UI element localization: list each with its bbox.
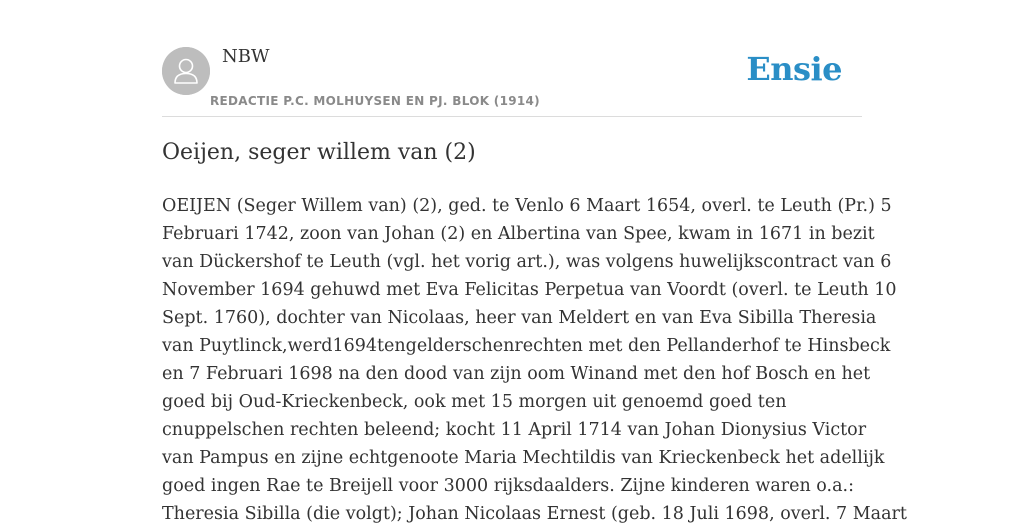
article-line: goed ingen Rae te Breijell voor 3000 rijksdaalders. Zijne kinderen waren o.a.: — [162, 476, 854, 496]
article-line: van Dückershof te Leuth (vgl. het vorig art.), was volgens huwelijkscontract van 6 — [162, 252, 892, 272]
article-line: van Puytlinck,werd1694tengelderschenrechten met den Pellanderhof te Hinsbeck — [162, 336, 891, 356]
article-line: OEIJEN (Seger Willem van) (2), ged. te Venlo 6 Maart 1654, overl. te Leuth (Pr.) 5 — [162, 196, 892, 216]
article-header — [162, 0, 862, 117]
article-line: goed bij Oud-Krieckenbeck, ook met 15 morgen uit genoemd goed ten — [162, 392, 787, 412]
article-line: November 1694 gehuwd met Eva Felicitas Perpetua van Voordt (overl. te Leuth 10 — [162, 280, 897, 300]
source-subtitle: REDACTIE P.C. MOLHUYSEN EN PJ. BLOK (1914) — [210, 94, 540, 108]
user-icon — [162, 47, 210, 95]
article-line: cnuppelschen rechten beleend; kocht 11 April 1714 van Johan Dionysius Victor — [162, 420, 867, 440]
article-line: Februari 1742, zoon van Johan (2) en Albertina van Spee, kwam in 1671 in bezit — [162, 224, 875, 244]
page-title: Oeijen, seger willem van (2) — [162, 140, 476, 165]
article-line: Theresia Sibilla (die volgt); Johan Nicolaas Ernest (geb. 18 Juli 1698, overl. 7 Maart — [162, 504, 907, 524]
brand-logo[interactable]: Ensie — [746, 50, 842, 88]
article-line: en 7 Februari 1698 na den dood van zijn oom Winand met den hof Bosch en het — [162, 364, 871, 384]
article-line: Sept. 1760), dochter van Nicolaas, heer van Meldert en van Eva Sibilla Theresia — [162, 308, 877, 328]
article-body — [162, 192, 907, 528]
source-name[interactable]: NBW — [222, 46, 270, 67]
article-line: van Pampus en zijne echtgenoote Maria Mechtildis van Krieckenbeck het adellijk — [162, 448, 885, 468]
